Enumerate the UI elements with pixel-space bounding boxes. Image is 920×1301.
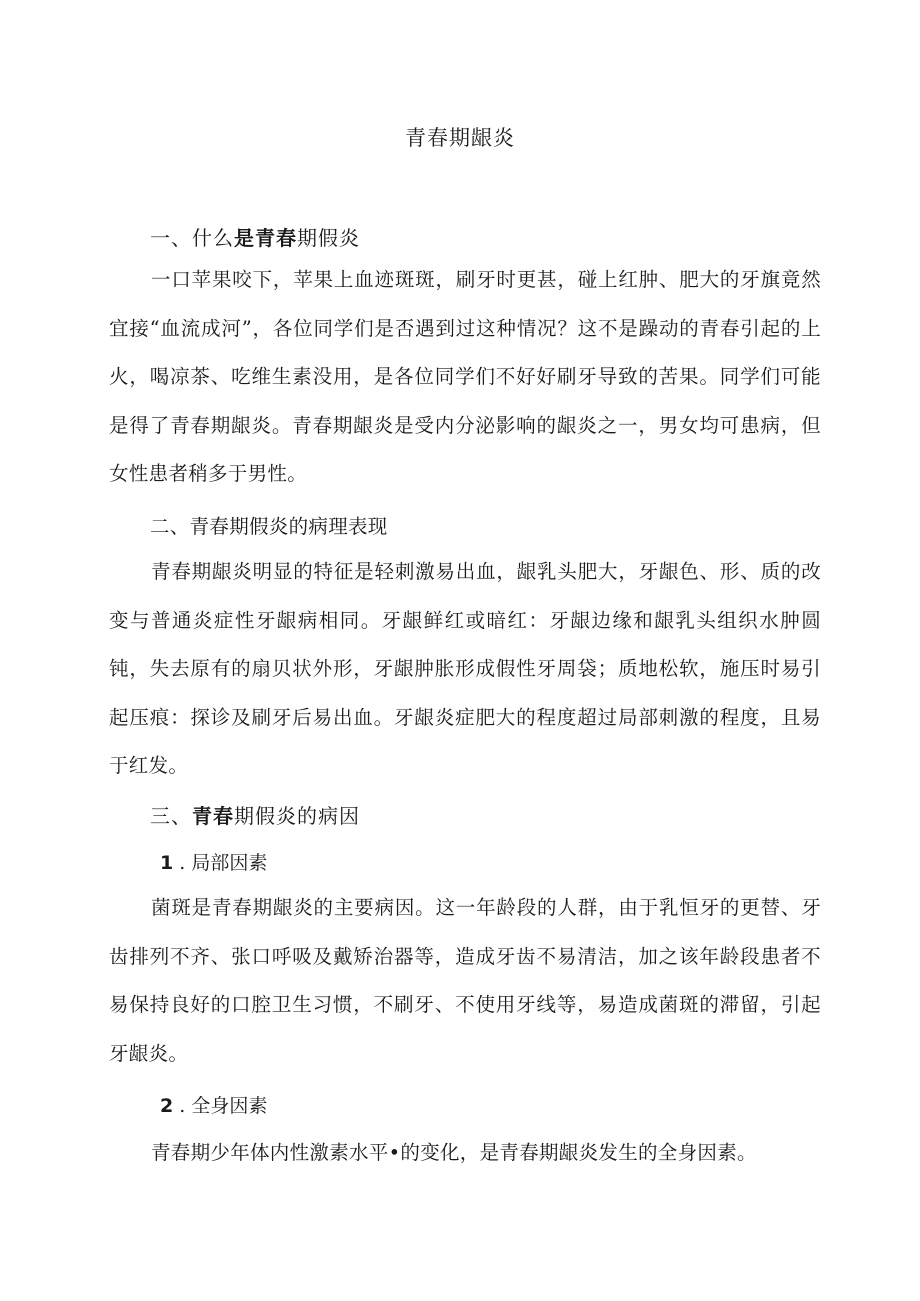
section-heading-3-suffix: 期假炎的病因 (234, 804, 360, 828)
section-heading-3-bold: 青春 (192, 804, 234, 828)
item-1-paragraph: 菌斑是青春期龈炎的主要病因。这一年龄段的人群，由于乳恒牙的更替、牙齿排列不齐、张口呼吸及戴矫治器等，造成牙齿不易清洁，加之该年龄段患者不易保持良好的口腔卫生习惯，不刷牙、不使用牙线等，易造成菌斑的滞留，引起牙龈炎。 (109, 896, 821, 1065)
section-2-paragraph: 青春期龈炎明显的特征是轻刺激易出血，龈乳头肥大，牙龈色、形、质的改变与普通炎症性牙龈病相同。牙龈鲜红或暗红：牙龈边缘和龈乳头组织水肿圆钝，失去原有的扇贝状外形，牙龈肿胀形成假性牙周袋；质地松软，施压时易引起压痕：探诊及刷牙后易出血。牙龈炎症肥大的程度超过局部刺激的程度，且易于红发。 (109, 560, 821, 777)
document-title: 青春期龈炎 (405, 126, 515, 150)
section-heading-1-prefix: 一、什么 (150, 226, 234, 250)
section-heading-1-suffix: 期假炎 (297, 226, 360, 250)
subheading-2-number: 2 (160, 1095, 174, 1117)
subheading-2 (160, 1091, 267, 1118)
section-heading-3-prefix: 三、 (150, 804, 192, 828)
subheading-2-label: . 全身因素 (179, 1095, 268, 1117)
section-heading-2: 二、青春期假炎的病理表现 (150, 515, 388, 538)
subheading-1 (160, 848, 267, 875)
section-heading-1 (150, 222, 360, 251)
subheading-1-label: . 局部因素 (179, 852, 268, 874)
subheading-1-number: 1 (160, 852, 174, 874)
section-1-paragraph: 一口苹果咬下，苹果上血迹斑斑，刷牙时更甚，碰上红肿、肥大的牙旗竟然宜接“血流成河”，各位同学们是否遇到过这种情况？这不是躁动的青春引起的上火，喝凉茶、吃维生素没用，是各位同学们不好好刷牙导致的苦果。同学们可能是得了青春期龈炎。青春期龈炎是受内分泌影响的龈炎之一，男女均可患病，但女性患者稍多于男性。 (109, 268, 821, 485)
section-heading-3 (150, 800, 360, 829)
item-2-paragraph: 青春期少年体内性激素水平•的变化，是青春期龈炎发生的全身因素。 (151, 1141, 757, 1164)
section-heading-1-bold: 是青春 (234, 226, 297, 250)
